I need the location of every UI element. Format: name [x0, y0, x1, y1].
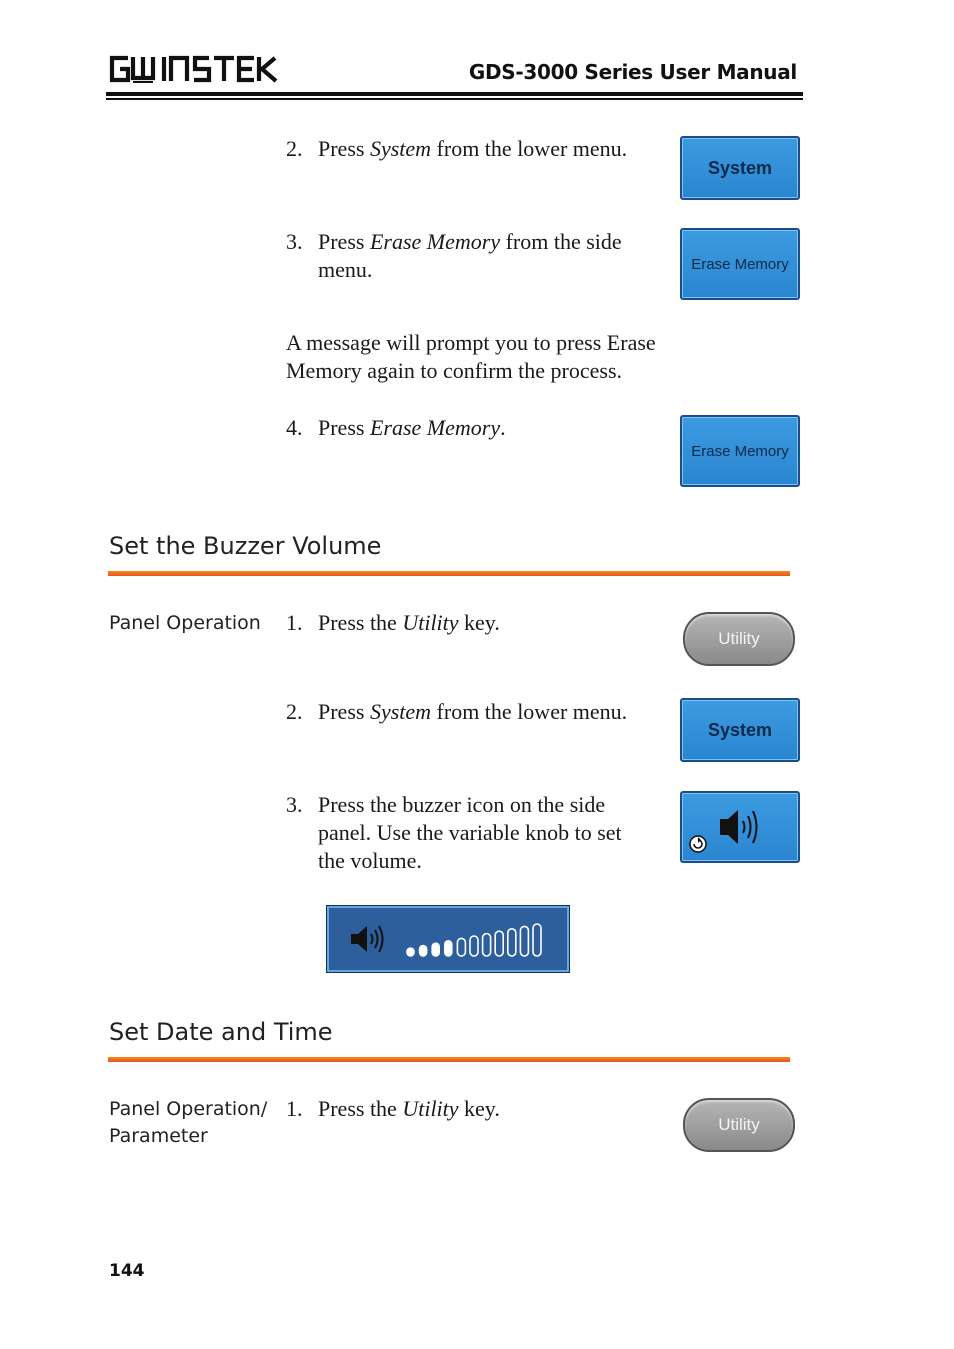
volume-bar: [533, 924, 541, 956]
erase-step-4: [286, 414, 676, 444]
step-text-line2: menu.: [318, 257, 373, 282]
step-text: [318, 135, 627, 163]
step-text-pre: Press the: [318, 610, 403, 635]
erase-memory-confirm-button[interactable]: Erase Memory: [680, 415, 800, 487]
step-number: 1.: [286, 1096, 303, 1121]
step-text-key: Erase Memory: [369, 415, 501, 440]
step-text-line1: Press the buzzer icon on the side: [318, 792, 606, 817]
volume-bar: [432, 943, 439, 956]
logo-graphic: [108, 54, 278, 84]
erase-memory-button[interactable]: Erase Memory: [680, 228, 800, 300]
step-number: 4.: [286, 415, 303, 440]
volume-bar: [420, 946, 427, 956]
header-rule: [106, 92, 803, 96]
header-rule-thin: [106, 98, 803, 100]
step-text-pre: Press: [318, 699, 370, 724]
step-text-line2: panel. Use the variable knob to set: [318, 820, 622, 845]
system-button-2[interactable]: System: [680, 698, 800, 762]
volume-bar: [457, 938, 465, 956]
step-number: 2.: [286, 699, 303, 724]
step-text-pre: Press: [318, 229, 370, 254]
volume-bars: [407, 924, 541, 956]
step-text: [318, 791, 622, 875]
step-text-post: key.: [458, 610, 500, 635]
datetime-step-1: [286, 1095, 676, 1125]
erase-step-2: [286, 135, 676, 165]
erase-step-3: [286, 228, 676, 288]
speaker-icon: [682, 793, 798, 861]
buzzer-button[interactable]: [680, 791, 800, 863]
label-line-2: Parameter: [109, 1125, 208, 1147]
step-text-pre: Press the: [318, 1096, 403, 1121]
step-number: 1.: [286, 610, 303, 635]
gw-instek-logo: [108, 54, 278, 84]
panel-operation-parameter-label: [109, 1096, 267, 1150]
step-text-key: Utility: [402, 1096, 459, 1121]
step-text-key: System: [369, 699, 432, 724]
volume-bar: [495, 931, 503, 956]
note-line-1: A message will prompt you to press Erase: [286, 330, 656, 355]
section-rule-buzzer: [108, 571, 790, 576]
step-text: [318, 414, 506, 442]
step-text-post: from the side: [500, 229, 622, 254]
volume-bar: [445, 941, 452, 956]
section-title-buzzer: Set the Buzzer Volume: [109, 532, 382, 560]
variable-knob-icon: [690, 836, 706, 852]
buzzer-step-3: [286, 791, 676, 881]
note-line-2: Memory again to confirm the process.: [286, 358, 623, 383]
utility-key[interactable]: Utility: [683, 612, 795, 666]
step-text-key: Utility: [402, 610, 459, 635]
volume-bar: [520, 926, 528, 956]
confirm-note: [286, 329, 726, 385]
volume-bar: [470, 936, 478, 956]
step-text-line3: the volume.: [318, 848, 422, 873]
step-text-post: key.: [458, 1096, 500, 1121]
volume-bar: [508, 929, 516, 956]
step-text-key: System: [369, 136, 432, 161]
volume-level-panel: [326, 905, 570, 973]
step-text-pre: Press: [318, 415, 370, 440]
step-text-key: Erase Memory: [369, 229, 501, 254]
step-text: [318, 698, 627, 726]
buzzer-step-1: [286, 609, 676, 639]
step-text-post: from the lower menu.: [431, 136, 628, 161]
system-button[interactable]: System: [680, 136, 800, 200]
label-line-1: Panel Operation/: [109, 1098, 268, 1120]
utility-key-2[interactable]: Utility: [683, 1098, 795, 1152]
step-text: [318, 609, 500, 637]
volume-bar: [407, 948, 414, 956]
volume-bar: [483, 934, 491, 956]
panel-operation-label: Panel Operation: [109, 612, 261, 634]
page-number: 144: [109, 1261, 145, 1281]
speaker-icon: [351, 926, 383, 952]
step-number: 3.: [286, 229, 303, 254]
step-number: 3.: [286, 792, 303, 817]
step-text-post: from the lower menu.: [431, 699, 628, 724]
step-text-pre: Press: [318, 136, 370, 161]
section-title-datetime: Set Date and Time: [109, 1018, 333, 1046]
step-number: 2.: [286, 136, 303, 161]
step-text: [318, 1095, 500, 1123]
step-text: [318, 228, 622, 284]
step-text-post: .: [500, 415, 506, 440]
section-rule-datetime: [108, 1057, 790, 1062]
buzzer-step-2: [286, 698, 676, 728]
volume-meter: [327, 906, 569, 972]
manual-title: GDS-3000 Series User Manual: [468, 60, 797, 84]
